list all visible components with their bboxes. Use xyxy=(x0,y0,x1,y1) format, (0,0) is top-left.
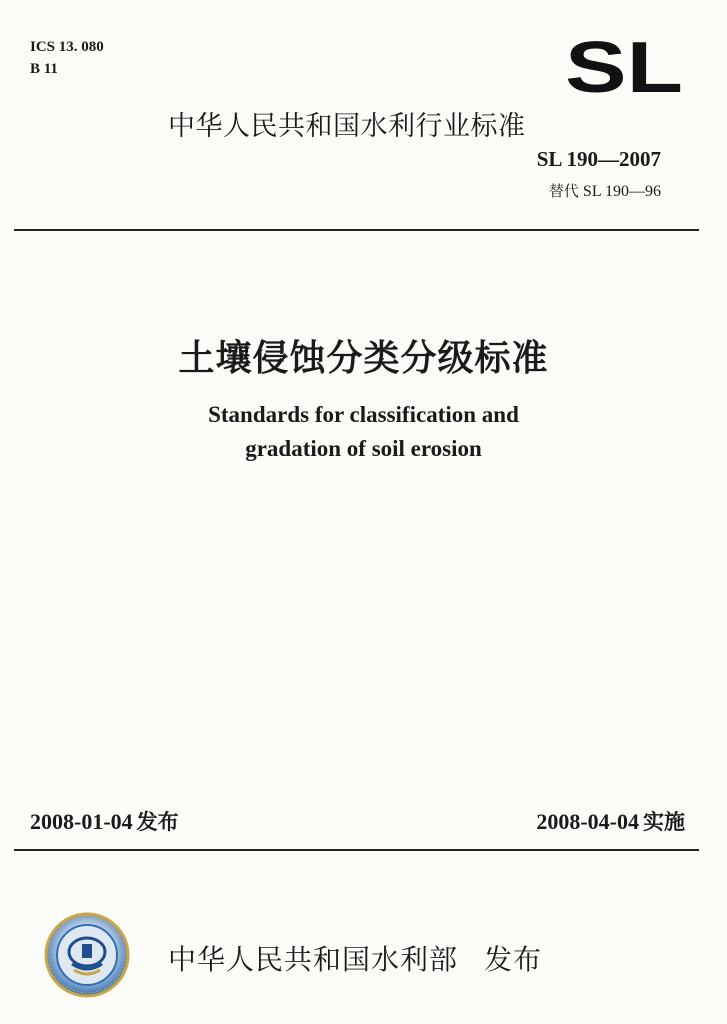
publisher-label: 发布 xyxy=(484,943,543,976)
issue-date: 2008-01-04 xyxy=(30,809,133,834)
title-english-line-1: Standards for classification and xyxy=(208,402,519,427)
ics-code: ICS 13. 080 xyxy=(30,39,104,55)
sl-logo xyxy=(563,36,685,98)
sl-logo-text: SL xyxy=(565,36,683,98)
replaces-number: SL 190—96 xyxy=(582,183,661,200)
replaces-line xyxy=(549,180,661,201)
replaces-prefix: 替代 xyxy=(548,182,579,200)
implement-label: 实施 xyxy=(643,810,685,834)
issue-date-line xyxy=(30,806,179,836)
publisher-line xyxy=(168,938,542,978)
standard-number: SL 190—2007 xyxy=(536,147,661,171)
title-chinese: 土壤侵蚀分类分级标准 xyxy=(178,338,549,379)
bottom-divider xyxy=(14,849,699,851)
title-english-line-2: gradation of soil erosion xyxy=(245,436,482,461)
issue-label: 发布 xyxy=(136,810,179,834)
ics-code-block xyxy=(30,36,104,80)
ministry-seal-icon xyxy=(44,912,130,998)
implement-date-line xyxy=(536,806,685,836)
category-code: B 11 xyxy=(30,61,58,77)
top-divider xyxy=(14,229,699,231)
publisher-name: 中华人民共和国水利部 xyxy=(168,943,459,976)
standard-type: 中华人民共和国水利行业标准 xyxy=(168,111,526,142)
implement-date: 2008-04-04 xyxy=(536,809,639,834)
title-english xyxy=(0,398,727,466)
